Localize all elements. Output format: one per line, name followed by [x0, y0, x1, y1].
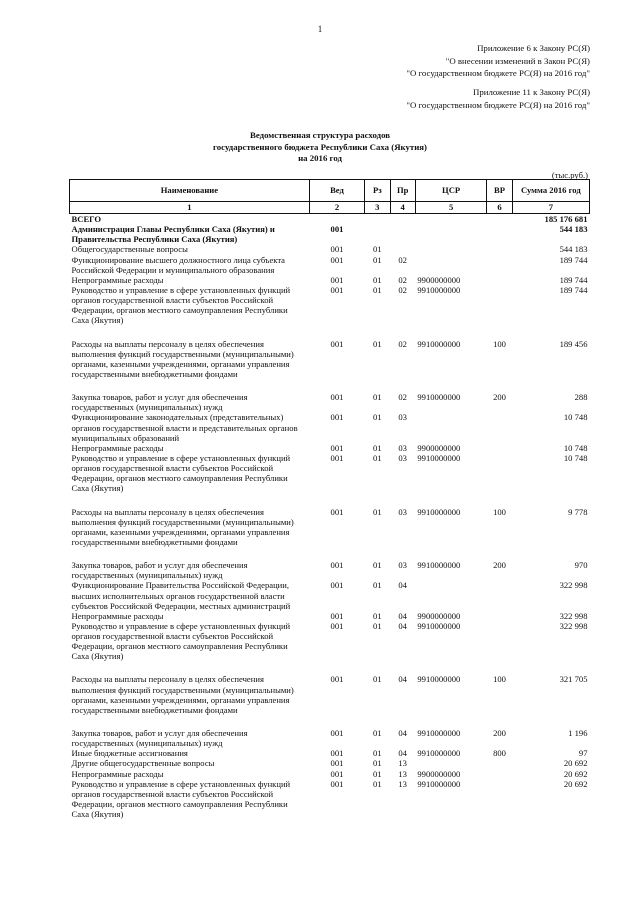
cell-rz: 01 [373, 580, 382, 591]
cell-ved: 001 [330, 442, 344, 453]
cell-sum: 10 748 [563, 442, 588, 453]
cell-rz: 01 [373, 748, 382, 759]
cell-csr [415, 412, 486, 442]
cell-pr: 03 [398, 560, 407, 571]
cell-name: Функционирование высшего должностного лица субъекта Российской Федерации и муниципального образования [71, 254, 286, 275]
cell-name: Общегосударственные вопросы [71, 244, 188, 255]
cell-name: Руководство и управление в сфере установленных функций органов государственной власти субъектов Российской Федерации, органов местного самоуправления Республики Саха (Якутия) [71, 452, 291, 494]
cell-csr: 9910000000 [417, 674, 461, 685]
cell-pr: 03 [398, 412, 407, 423]
cell-sum: 322 998 [559, 580, 588, 591]
cell-rz: 01 [373, 620, 382, 631]
cell-ved: 001 [330, 392, 344, 403]
cell-csr: 9910000000 [417, 778, 461, 789]
cell-rz: 01 [373, 728, 382, 739]
title-line3: на 2016 год [298, 153, 342, 163]
cell-vr [487, 214, 512, 225]
cell-pr: 02 [398, 284, 407, 295]
table-row [70, 580, 590, 610]
cell-csr: 9910000000 [417, 392, 461, 403]
cell-vr: 200 [493, 560, 506, 571]
cell-vr: 200 [493, 728, 506, 739]
table-row [70, 275, 590, 285]
cell-csr [415, 224, 486, 244]
cell-csr [415, 758, 486, 768]
cell-ved: 001 [330, 728, 344, 739]
cell-sum: 544 183 [559, 224, 588, 235]
header-rz: Рз [365, 180, 390, 202]
cell-sum: 189 456 [559, 338, 588, 349]
table-body [70, 214, 590, 820]
cell-pr: 02 [398, 338, 407, 349]
cell-sum: 10 748 [563, 412, 588, 423]
cell-pr [390, 244, 415, 254]
cell-ved [309, 214, 364, 225]
cell-pr: 13 [398, 768, 407, 779]
header-pr: Пр [390, 180, 415, 202]
cell-sum: 10 748 [563, 452, 588, 463]
cell-csr: 9910000000 [417, 506, 461, 517]
table-row [70, 244, 590, 254]
cell-csr [415, 580, 486, 610]
header-name: Наименование [70, 180, 310, 202]
header-sum: Сумма 2016 год [512, 180, 589, 202]
column-number-row [70, 202, 590, 214]
cell-ved: 001 [330, 610, 344, 621]
cell-name: Другие общегосударственные вопросы [71, 758, 215, 769]
cell-vr: 200 [493, 392, 506, 403]
cell-sum: 322 998 [559, 610, 588, 621]
spacer-cell [70, 326, 590, 339]
cell-pr: 04 [398, 610, 407, 621]
cell-rz: 01 [373, 254, 382, 265]
title-line1: Ведомственная структура расходов [249, 130, 391, 140]
cell-name: Непрограммные расходы [71, 610, 164, 621]
cell-sum: 970 [574, 560, 588, 571]
col-number: 1 [70, 202, 310, 214]
table-row [70, 621, 590, 662]
cell-vr [487, 285, 512, 326]
cell-rz: 01 [373, 674, 382, 685]
cell-vr: 100 [493, 338, 506, 349]
table-row [70, 443, 590, 453]
cell-vr [487, 275, 512, 285]
cell-rz: 01 [373, 412, 382, 423]
cell-rz: 01 [373, 442, 382, 453]
cell-name: Закупка товаров, работ и услуг для обеспечения государственных (муниципальных) нужд [71, 560, 248, 581]
cell-csr [415, 244, 486, 254]
cell-rz [365, 224, 390, 244]
appendix-6-header [406, 42, 590, 80]
cell-rz: 01 [373, 610, 382, 621]
appendix-6-line1: Приложение 6 к Закону РС(Я) [477, 43, 590, 53]
table-row [70, 339, 590, 380]
cell-sum: 321 705 [559, 674, 588, 685]
appendix-11-line2: "О государственном бюджете РС(Я) на 2016 год" [406, 99, 590, 110]
cell-rz: 01 [373, 758, 382, 769]
table-row [70, 412, 590, 442]
cell-rz: 01 [373, 506, 382, 517]
cell-vr [487, 779, 512, 820]
cell-sum: 544 183 [559, 244, 588, 255]
cell-vr [487, 580, 512, 610]
row-spacer [70, 547, 590, 560]
cell-rz: 01 [373, 244, 382, 255]
cell-ved: 001 [330, 748, 344, 759]
cell-vr [487, 453, 512, 494]
cell-name: ВСЕГО [71, 214, 102, 224]
cell-sum: 20 692 [563, 758, 588, 769]
cell-csr: 9910000000 [417, 284, 461, 295]
row-spacer [70, 715, 590, 728]
cell-ved: 001 [330, 412, 344, 423]
header-vr: ВР [487, 180, 512, 202]
col-number: 7 [512, 202, 589, 214]
cell-pr: 04 [398, 620, 407, 631]
cell-pr: 03 [398, 452, 407, 463]
cell-sum: 97 [578, 748, 588, 759]
cell-ved: 001 [330, 674, 344, 685]
cell-rz: 01 [373, 778, 382, 789]
cell-name: Закупка товаров, работ и услуг для обеспечения государственных (муниципальных) нужд [71, 728, 248, 749]
cell-csr: 9910000000 [417, 620, 461, 631]
cell-vr [487, 443, 512, 453]
cell-pr: 03 [398, 506, 407, 517]
table-row [70, 214, 590, 225]
cell-ved: 001 [330, 758, 344, 769]
cell-sum: 1 196 [568, 728, 588, 739]
cell-name: Руководство и управление в сфере установленных функций органов государственной власти субъектов Российской Федерации, органов местного самоуправления Республики Саха (Якутия) [71, 284, 291, 326]
cell-sum: 189 744 [559, 274, 588, 285]
cell-rz: 01 [373, 392, 382, 403]
row-spacer [70, 326, 590, 339]
col-number: 4 [390, 202, 415, 214]
cell-name: Функционирование законодательных (представительных) органов государственной власти и представительных органов муниципальных образований [71, 412, 298, 443]
cell-pr [390, 224, 415, 244]
cell-csr: 9900000000 [417, 768, 461, 779]
spacer-cell [70, 547, 590, 560]
cell-vr [487, 224, 512, 244]
appendix-6-line3: "О государственном бюджете РС(Я) на 2016 год" [406, 68, 590, 78]
cell-vr [487, 769, 512, 779]
cell-sum: 185 176 681 [544, 214, 588, 224]
cell-csr: 9900000000 [417, 442, 461, 453]
cell-csr: 9910000000 [417, 338, 461, 349]
cell-sum: 288 [574, 392, 588, 403]
cell-pr: 04 [398, 580, 407, 591]
cell-vr: 800 [493, 748, 506, 759]
cell-ved: 001 [330, 778, 344, 789]
cell-vr [487, 244, 512, 254]
cell-csr: 9900000000 [417, 610, 461, 621]
cell-pr: 02 [398, 392, 407, 403]
cell-rz [365, 214, 390, 225]
cell-sum: 189 744 [559, 284, 588, 295]
cell-name: Расходы на выплаты персоналу в целях обеспечения выполнения функций государственными (муниципальными) органами, казенными учреждениями, органами управления государственными внебюджетными фондами [71, 506, 294, 547]
cell-pr: 13 [398, 778, 407, 789]
cell-ved: 001 [330, 768, 344, 779]
cell-pr: 02 [398, 254, 407, 265]
header-ved: Вед [309, 180, 364, 202]
table-row [70, 758, 590, 768]
cell-pr: 04 [398, 674, 407, 685]
cell-vr [487, 611, 512, 621]
cell-ved: 001 [330, 244, 344, 255]
cell-sum: 20 692 [563, 778, 588, 789]
cell-csr: 9900000000 [417, 274, 461, 285]
appendix-6-line2: "О внесении изменений в Закон РС(Я) [445, 55, 590, 66]
cell-sum: 189 744 [559, 254, 588, 265]
cell-name: Расходы на выплаты персоналу в целях обеспечения выполнения функций государственными (муниципальными) органами, казенными учреждениями, органами управления государственными внебюджетными фондами [71, 674, 294, 715]
cell-csr: 9910000000 [417, 748, 461, 759]
cell-ved: 001 [330, 284, 344, 295]
row-spacer [70, 379, 590, 392]
cell-ved: 001 [330, 620, 344, 631]
cell-rz: 01 [373, 768, 382, 779]
spacer-cell [70, 379, 590, 392]
cell-sum: 9 778 [568, 506, 588, 517]
spacer-cell [70, 715, 590, 728]
cell-name: Непрограммные расходы [71, 442, 164, 453]
units-label: (тыс.руб.) [551, 170, 588, 180]
col-number: 6 [487, 202, 512, 214]
cell-csr: 9910000000 [417, 452, 461, 463]
cell-vr: 100 [493, 674, 506, 685]
cell-pr: 04 [398, 748, 407, 759]
cell-pr: 02 [398, 274, 407, 285]
cell-ved: 001 [330, 580, 344, 591]
cell-name: Руководство и управление в сфере установленных функций органов государственной власти субъектов Российской Федерации, органов местного самоуправления Республики Саха (Якутия) [71, 778, 291, 820]
table-row [70, 224, 590, 244]
cell-csr: 9910000000 [417, 728, 461, 739]
col-number: 2 [309, 202, 364, 214]
table-row [70, 674, 590, 715]
cell-name: Администрация Главы Республики Саха (Якутия) и Правительства Республики Саха (Якутия) [71, 224, 275, 245]
cell-vr [487, 412, 512, 442]
cell-name: Руководство и управление в сфере установленных функций органов государственной власти субъектов Российской Федерации, органов местного самоуправления Республики Саха (Якутия) [71, 620, 291, 662]
row-spacer [70, 661, 590, 674]
cell-rz: 01 [373, 338, 382, 349]
cell-vr [487, 621, 512, 662]
cell-ved: 001 [330, 560, 344, 571]
cell-ved: 001 [330, 254, 344, 265]
table-row [70, 560, 590, 580]
cell-ved: 001 [330, 506, 344, 517]
spacer-cell [70, 661, 590, 674]
table-row [70, 255, 590, 275]
row-spacer [70, 494, 590, 507]
cell-rz: 01 [373, 274, 382, 285]
table-header-row [70, 180, 590, 202]
cell-ved: 001 [330, 274, 344, 285]
table-row [70, 728, 590, 748]
cell-csr: 9910000000 [417, 560, 461, 571]
cell-rz: 01 [373, 284, 382, 295]
appendix-11-line1: Приложение 11 к Закону РС(Я) [473, 87, 590, 97]
cell-name: Функционирование Правительства Российской Федерации, высших исполнительных органов государственной власти субъектов Российской Федерации, местных администраций [71, 580, 291, 611]
cell-name: Иные бюджетные ассигнования [71, 748, 188, 759]
cell-ved: 001 [330, 224, 344, 235]
appendix-11-header [406, 86, 590, 111]
spacer-cell [70, 494, 590, 507]
cell-sum: 322 998 [559, 620, 588, 631]
col-number: 5 [415, 202, 486, 214]
cell-name: Расходы на выплаты персоналу в целях обеспечения выполнения функций государственными (муниципальными) органами, казенными учреждениями, органами управления государственными внебюджетными фондами [71, 338, 294, 379]
cell-vr [487, 758, 512, 768]
cell-name: Непрограммные расходы [71, 768, 164, 779]
cell-name: Закупка товаров, работ и услуг для обеспечения государственных (муниципальных) нужд [71, 392, 248, 413]
table-row [70, 392, 590, 412]
cell-sum: 20 692 [563, 768, 588, 779]
cell-vr: 100 [493, 506, 506, 517]
table-row [70, 507, 590, 548]
cell-csr [415, 214, 486, 225]
cell-pr: 13 [398, 758, 407, 769]
cell-name: Непрограммные расходы [71, 274, 164, 285]
header-csr: ЦСР [415, 180, 486, 202]
cell-ved: 001 [330, 452, 344, 463]
document-title [0, 130, 640, 165]
table-row [70, 769, 590, 779]
cell-csr [415, 255, 486, 275]
title-line2: государственного бюджета Республики Саха (Якутия) [213, 141, 427, 152]
expenditure-table [69, 179, 590, 819]
cell-rz: 01 [373, 452, 382, 463]
table-row [70, 453, 590, 494]
cell-vr [487, 255, 512, 275]
col-number: 3 [365, 202, 390, 214]
cell-pr: 03 [398, 442, 407, 453]
cell-pr: 04 [398, 728, 407, 739]
page-number: 1 [317, 24, 323, 34]
table-row [70, 748, 590, 758]
table-row [70, 285, 590, 326]
table-row [70, 779, 590, 820]
cell-pr [390, 214, 415, 225]
table-row [70, 611, 590, 621]
cell-ved: 001 [330, 338, 344, 349]
cell-rz: 01 [373, 560, 382, 571]
